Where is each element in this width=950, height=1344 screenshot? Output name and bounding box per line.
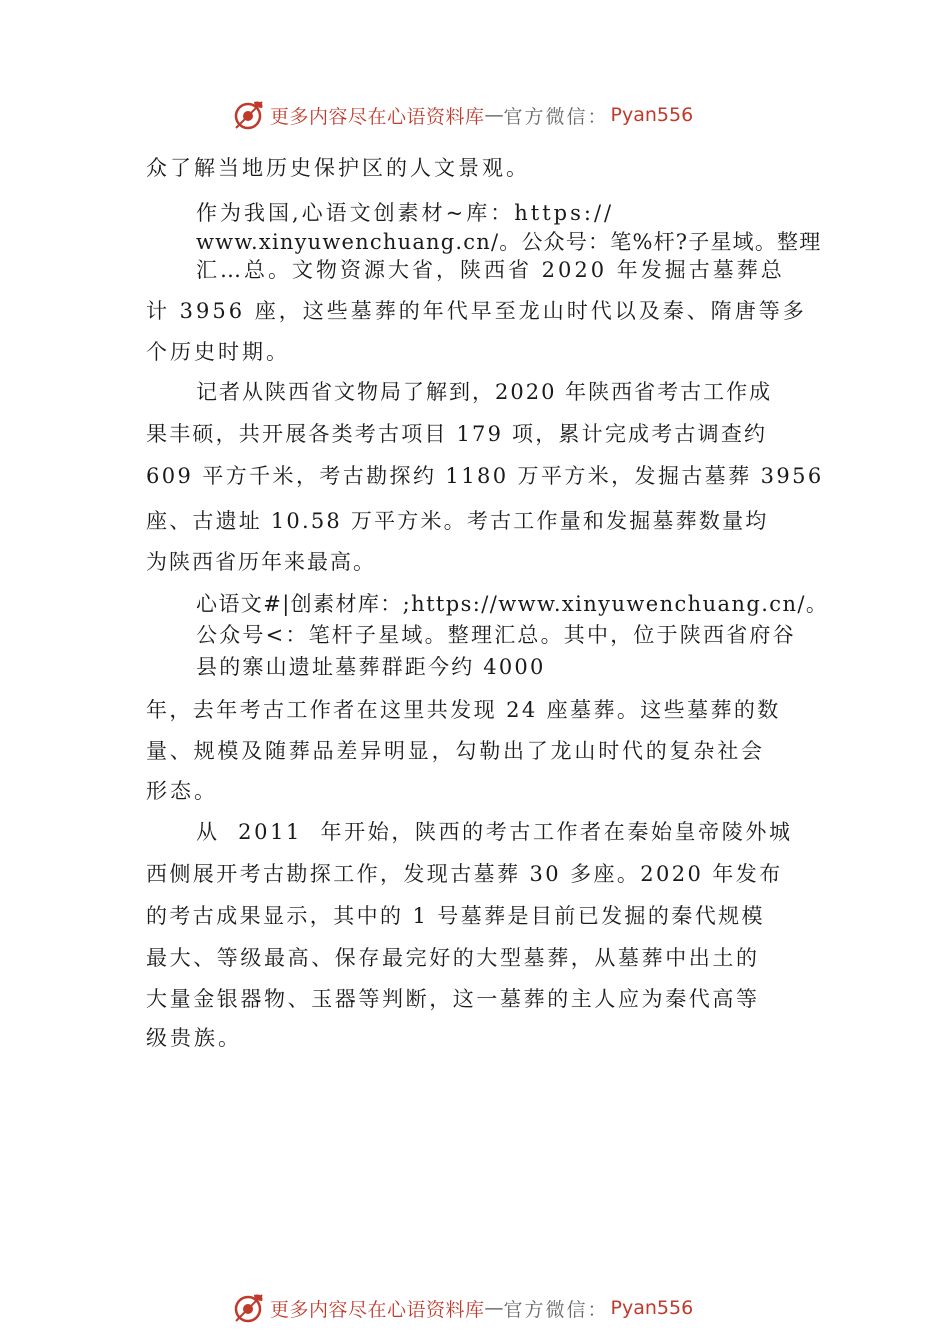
text-line: 的考古成果显示，其中的 1 号墓葬是目前已发掘的秦代规模 — [146, 904, 765, 928]
text-line: 609 平方千米，考古勘探约 1180 万平方米，发掘古墓葬 3956 — [146, 464, 824, 488]
text-line: 汇…总。文物资源大省，陕西省 2020 年发掘古墓葬总 — [196, 258, 785, 282]
banner-dash: — — [484, 1297, 504, 1319]
text-line: 大量金银器物、玉器等判断，这一墓葬的主人应为秦代高等 — [146, 987, 760, 1011]
banner-title: 更多内容尽在心语资料库 — [270, 105, 485, 128]
banner-wechat-label: 官方微信： — [503, 105, 609, 128]
text-line: 记者从陕西省文物局了解到，2020 年陕西省考古工作成 — [196, 380, 773, 404]
text-line: 个历史时期。 — [146, 340, 290, 364]
banner-wechat-label: 官方微信： — [503, 1298, 609, 1321]
text-line: www.xinyuwenchuang.cn/。公众号：笔%杆?子星域。整理 — [196, 230, 822, 254]
text-line: 众了解当地历史保护区的人文景观。 — [146, 156, 530, 180]
text-line: 从 2011 年开始，陕西的考古工作者在秦始皇帝陵外城 — [196, 820, 793, 844]
banner-dash: — — [484, 104, 504, 126]
text-line: 年，去年考古工作者在这里共发现 24 座墓葬。这些墓葬的数 — [146, 698, 781, 722]
banner-wechat-id: Pyan556 — [610, 104, 694, 126]
text-line: 座、古遗址 10.58 万平方米。考古工作量和发掘墓葬数量均 — [146, 509, 769, 533]
text-line: 级贵族。 — [146, 1026, 242, 1050]
banner-title: 更多内容尽在心语资料库 — [270, 1298, 485, 1321]
quill-logo-icon — [232, 98, 266, 132]
footer-banner — [232, 1290, 693, 1326]
banner-wechat-id: Pyan556 — [610, 1297, 694, 1319]
text-line: 量、规模及随葬品差异明显，勾勒出了龙山时代的复杂社会 — [146, 739, 765, 763]
text-line: 作为我国,心语文创素材~库：https:// — [196, 201, 615, 225]
text-line: 形态。 — [146, 779, 218, 803]
text-line: 公众号<：笔杆子星域。整理汇总。其中，位于陕西省府谷 — [196, 623, 796, 647]
header-banner — [232, 97, 693, 133]
text-line: 果丰硕，共开展各类考古项目 179 项，累计完成考古调查约 — [146, 422, 768, 446]
text-line: 计 3956 座，这些墓葬的年代早至龙山时代以及秦、隋唐等多 — [146, 299, 807, 323]
text-line: 县的寨山遗址墓葬群距今约 4000 — [196, 655, 546, 679]
quill-logo-icon — [232, 1291, 266, 1325]
text-line: 心语文#|创素材库：;https://www.xinyuwenchuang.cn/。 — [196, 592, 829, 616]
text-line: 最大、等级最高、保存最完好的大型墓葬，从墓葬中出土的 — [146, 946, 760, 970]
text-line: 西侧展开考古勘探工作，发现古墓葬 30 多座。2020 年发布 — [146, 862, 783, 886]
text-line: 为陕西省历年来最高。 — [146, 550, 376, 574]
